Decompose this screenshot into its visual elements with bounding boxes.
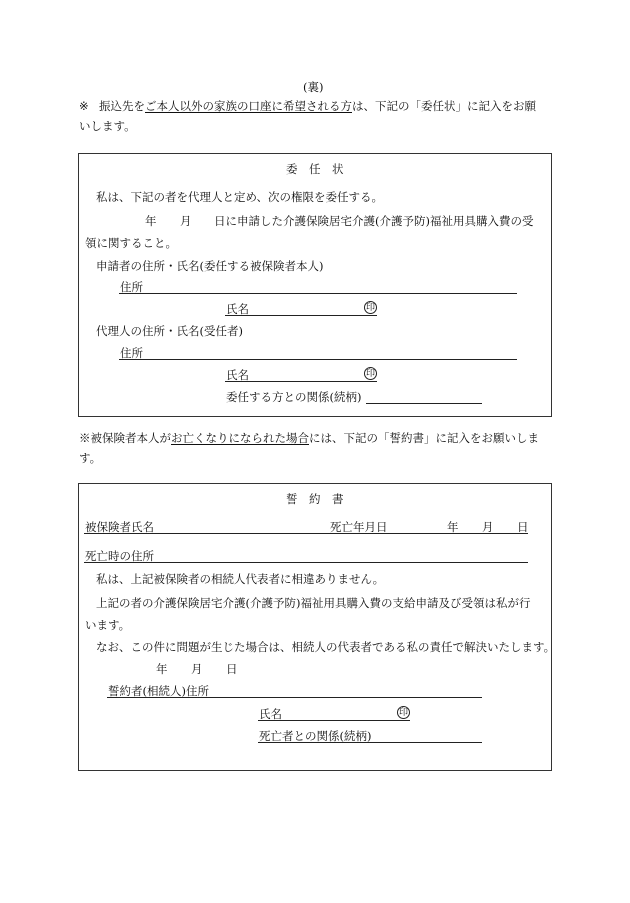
death-date-label: 死亡年月日 <box>330 520 388 534</box>
pledger-seal-icon: 印 <box>398 708 408 718</box>
applicant-name-field[interactable] <box>225 315 377 316</box>
insured-name-field[interactable] <box>84 533 528 534</box>
pledger-relation-label: 死亡者との関係(続柄) <box>259 729 372 743</box>
sign-date-day: 日 <box>226 662 238 676</box>
sign-date-year: 年 <box>156 662 168 676</box>
pledger-address-field[interactable] <box>107 697 482 698</box>
agent-seal-icon: 印 <box>365 369 375 379</box>
proxy-body-line3: 領に関すること。 <box>85 236 177 250</box>
pledge-form-title: 誓 約 書 <box>286 492 344 506</box>
proxy-date-month: 月 <box>180 214 192 228</box>
pledger-name-label: 氏名 <box>259 707 282 721</box>
proxy-date-year: 年 <box>145 214 157 228</box>
applicant-address-field[interactable] <box>119 293 517 294</box>
pledge-body-line4: なお、この件に問題が生じた場合は、相続人の代表者である私の責任で解決いたします。 <box>96 640 556 654</box>
header-note-pre: 振込先を <box>99 99 145 113</box>
header-note-post: は、下記の「委任状」に記入をお願 <box>352 99 536 113</box>
agent-name-field[interactable] <box>225 381 377 382</box>
middle-note-line2: す。 <box>79 451 102 465</box>
proxy-body-line1: 私は、下記の者を代理人と定め、次の権限を委任する。 <box>96 190 384 204</box>
back-side-label: (裏) <box>303 80 324 94</box>
agent-address-label: 住所 <box>120 346 143 360</box>
middle-note-underlined: お亡くなりになられた場合 <box>171 431 309 445</box>
insured-name-label: 被保険者氏名 <box>85 520 154 534</box>
pledge-body-line1: 私は、上記被保険者の相続人代表者に相違ありません。 <box>96 572 385 586</box>
pledger-relation-field[interactable] <box>258 742 482 743</box>
applicant-name-label: 氏名 <box>226 302 249 316</box>
applicant-heading: 申請者の住所・氏名(委任する被保険者本人) <box>96 259 324 273</box>
applicant-seal-icon: 印 <box>365 303 375 313</box>
pledger-name-field[interactable] <box>258 720 410 721</box>
header-note-underlined: ご本人以外の家族の口座に希望される方 <box>145 99 352 113</box>
death-date-year: 年 <box>447 520 459 534</box>
death-address-field[interactable] <box>84 562 528 563</box>
pledger-address-label: 誓約者(相続人)住所 <box>108 684 209 698</box>
pledge-body-line2: 上記の者の介護保険居宅介護(介護予防)福祉用具購入費の支給申請及び受領は私が行 <box>96 596 531 610</box>
proxy-form-title: 委 任 状 <box>286 162 344 176</box>
proxy-date-day-text: 日に申請した介護保険居宅介護(介護予防)福祉用具購入費の受 <box>214 214 534 228</box>
note-mark: ※ <box>79 99 89 113</box>
agent-address-field[interactable] <box>119 359 517 360</box>
header-note-line2: いします。 <box>79 119 136 133</box>
death-date-day: 日 <box>517 520 529 534</box>
agent-heading: 代理人の住所・氏名(受任者) <box>96 324 243 338</box>
agent-name-label: 氏名 <box>226 368 249 382</box>
pledge-body-line3: います。 <box>85 618 131 632</box>
middle-note-pre: ※被保険者本人が <box>79 431 171 445</box>
middle-note <box>79 431 539 445</box>
death-date-month: 月 <box>482 520 494 534</box>
header-note <box>99 99 536 113</box>
agent-relation-field[interactable] <box>366 403 482 404</box>
applicant-address-label: 住所 <box>120 280 143 294</box>
middle-note-post: には、下記の「誓約書」に記入をお願いしま <box>309 431 539 445</box>
sign-date-month: 月 <box>191 662 203 676</box>
agent-relation-label: 委任する方との関係(続柄) <box>226 390 362 404</box>
death-address-label: 死亡時の住所 <box>85 549 154 563</box>
